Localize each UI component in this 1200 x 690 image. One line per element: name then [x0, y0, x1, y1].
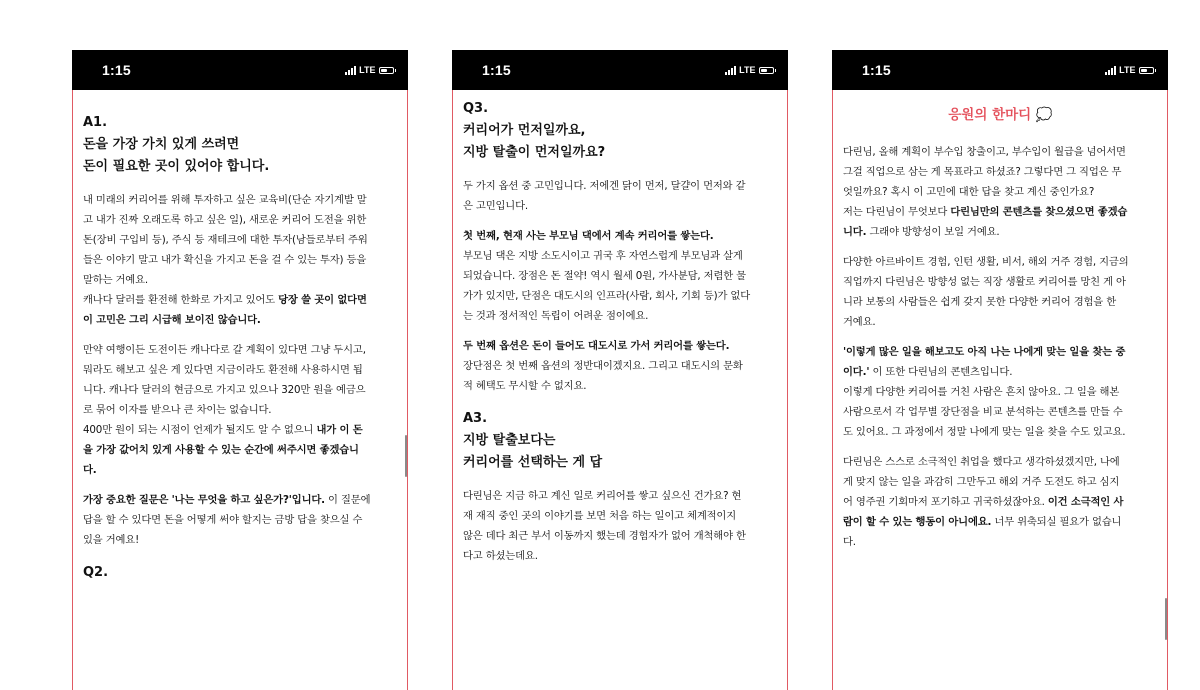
- paragraph-line: 도 있어요. 그 과정에서 정말 나에게 맞는 일을 찾을 수도 있고요.: [843, 426, 1126, 438]
- question-label: Q2.: [83, 565, 109, 580]
- battery-icon: [759, 67, 777, 74]
- paragraph-line: 않은 데다 최근 부서 이동까지 했는데 경험자가 없어 개척해야 한: [463, 530, 746, 542]
- paragraph-line: 재 재직 중인 곳의 이야기를 보면 처음 하는 일이고 체계적이지: [463, 510, 737, 522]
- status-bar: [832, 50, 1168, 90]
- paragraph-line: 니다. 그래야 방향성이 보일 거예요.: [843, 226, 1000, 238]
- signal-icon: [345, 66, 356, 75]
- battery-icon: [1139, 67, 1157, 74]
- system-icons: [345, 65, 396, 75]
- paragraph-line: 뭐라도 해보고 싶은 게 있다면 지금이라도 환전해 사용하시면 됩: [83, 364, 363, 376]
- signal-icon: [725, 66, 736, 75]
- battery-icon: [379, 67, 397, 74]
- paragraph-line: 가가 있지만, 단점은 대도시의 인프라(사람, 회사, 기회 등)가 없다: [463, 290, 751, 302]
- paragraph-line: 다양한 아르바이트 경험, 인턴 생활, 비서, 해외 거주 경험, 지금의: [843, 256, 1129, 268]
- paragraph-line: 다.: [843, 536, 856, 548]
- paragraph-line: 는 것과 정서적인 독립이 어려운 점이에요.: [463, 310, 649, 322]
- paragraph-line: 만약 여행이든 도전이든 캐나다로 갈 계획이 있다면 그냥 두시고,: [83, 344, 366, 356]
- paragraph-line: 을 가장 값어치 있게 사용할 수 있는 순간에 써주시면 좋겠습니: [83, 444, 359, 456]
- question-title-line1: 커리어가 먼저일까요,: [463, 123, 586, 138]
- paragraph-line: 다린님은 지금 하고 계신 일로 커리어를 쌓고 싶으신 건가요? 현: [463, 490, 742, 502]
- paragraph-line: 다.: [83, 464, 97, 476]
- answer-title-line1: 돈을 가장 가치 있게 쓰려면: [83, 137, 240, 152]
- paragraph-line: 돈(장비 구입비 등), 주식 등 재테크에 대한 투자(남들로부터 주워: [83, 234, 368, 246]
- system-icons: [725, 65, 776, 75]
- article-content: [832, 90, 1168, 690]
- paragraph-line: 저는 다린님이 무엇보다 다린님만의 콘텐츠를 찾으셨으면 좋겠습: [843, 206, 1128, 218]
- signal-icon: [1105, 66, 1116, 75]
- paragraph-line: 고 내가 진짜 오래도록 하고 싶은 일), 새로운 커리어 도전을 위한: [83, 214, 367, 226]
- paragraph-line: 답을 할 수 있다면 돈을 어떻게 써야 할지는 금방 답을 찾으실 수: [83, 514, 363, 526]
- scrollbar[interactable]: [405, 435, 407, 477]
- article-content: [452, 90, 788, 690]
- paragraph-line: 되었습니다. 장점은 돈 절약! 역시 월세 0원, 가사분담, 저렴한 물: [463, 270, 746, 282]
- paragraph-line: 적 혜택도 무시할 수 없지요.: [463, 380, 587, 392]
- paragraph-line: 캐나다 달러를 환전해 한화로 가지고 있어도 당장 쓸 곳이 없다면: [83, 294, 367, 306]
- status-time: 1:15: [102, 62, 131, 78]
- paragraph-line: 은 고민입니다.: [463, 200, 529, 212]
- question-label: Q3.: [463, 101, 489, 116]
- status-time: 1:15: [482, 62, 511, 78]
- paragraph-line: 장단점은 첫 번째 옵션의 정반대이겠지요. 그리고 대도시의 문화: [463, 360, 743, 372]
- paragraph-line: 가장 중요한 질문은 '나는 무엇을 하고 싶은가?'입니다. 이 질문에: [83, 494, 371, 506]
- paragraph-line: 내 미래의 커리어를 위해 투자하고 싶은 교육비(단순 자기계발 말: [83, 194, 367, 206]
- paragraph-line: 첫 번째, 현재 사는 부모님 댁에서 계속 커리어를 쌓는다.: [463, 230, 714, 242]
- paragraph-line: 다린님은 스스로 소극적인 취업을 했다고 생각하셨겠지만, 나에: [843, 456, 1120, 468]
- phone-screen-1: [72, 50, 408, 690]
- paragraph-line: 그걸 직업으로 삼는 게 목표라고 하셨죠? 그렇다면 그 직업은 무: [843, 166, 1122, 178]
- question-title-line2: 지방 탈출이 먼저일까요?: [463, 145, 606, 160]
- paragraph-line: '이렇게 많은 일을 해보고도 아직 나는 나에게 맞는 일을 찾는 중: [843, 346, 1126, 358]
- paragraph-line: 어 영주권 기회마저 포기하고 귀국하셨잖아요. 이건 소극적인 사: [843, 496, 1124, 508]
- paragraph-line: 있을 거예요!: [83, 534, 140, 546]
- status-bar: [452, 50, 788, 90]
- phone-screen-2: [452, 50, 788, 690]
- status-bar: [72, 50, 408, 90]
- scrollbar[interactable]: [1165, 598, 1167, 640]
- paragraph-line: 두 번째 옵션은 돈이 들어도 대도시로 가서 커리어를 쌓는다.: [463, 340, 730, 352]
- answer-title-line2: 돈이 필요한 곳이 있어야 합니다.: [83, 159, 270, 174]
- paragraph-line: 이 고민은 그리 시급해 보이진 않습니다.: [83, 314, 261, 326]
- paragraph-line: 400만 원이 되는 시점이 언제가 될지도 알 수 없으니 내가 이 돈: [83, 424, 363, 436]
- answer-label: A3.: [463, 411, 488, 426]
- article-content: [72, 90, 408, 690]
- paragraph-line: 람이 할 수 있는 행동이 아니에요. 너무 위축되실 필요가 없습니: [843, 516, 1122, 528]
- paragraph-line: 거예요.: [843, 316, 876, 328]
- paragraph-line: 직업까지 다린님은 방향성 없는 직장 생활로 커리어를 망친 게 아: [843, 276, 1126, 288]
- paragraph-line: 이렇게 다양한 커리어를 거친 사람은 흔치 않아요. 그 일을 해본: [843, 386, 1120, 398]
- paragraph-line: 게 맞지 않는 일을 과감히 그만두고 해외 거주 도전도 하고 심지: [843, 476, 1120, 488]
- status-time: 1:15: [862, 62, 891, 78]
- network-label: LTE: [1119, 65, 1136, 75]
- paragraph-line: 엇일까요? 혹시 이 고민에 대한 답을 찾고 계신 중인가요?: [843, 186, 1095, 198]
- answer-title-line2: 커리어를 선택하는 게 답: [463, 455, 603, 470]
- network-label: LTE: [739, 65, 756, 75]
- section-title: 응원의 한마디 💭: [948, 107, 1053, 123]
- paragraph-line: 로 묶어 이자를 받으나 큰 차이는 없습니다.: [83, 404, 272, 416]
- paragraph-line: 다고 하셨는데요.: [463, 550, 538, 562]
- paragraph-line: 두 가지 옵션 중 고민입니다. 저에겐 닭이 먼저, 달걀이 먼저와 같: [463, 180, 746, 192]
- paragraph-line: 니라 보통의 사람들은 쉽게 갖지 못한 다양한 커리어 경험을 한: [843, 296, 1117, 308]
- paragraph-line: 부모님 댁은 지방 소도시이고 귀국 후 자연스럽게 부모님과 살게: [463, 250, 743, 262]
- paragraph-line: 말하는 거예요.: [83, 274, 149, 286]
- answer-title-line1: 지방 탈출보다는: [463, 433, 556, 448]
- paragraph-line: 들은 이야기 말고 내가 확신을 가지고 돈을 걸 수 있는 투자) 등을: [83, 254, 367, 266]
- paragraph-line: 이다.' 이 또한 다린님의 콘텐츠입니다.: [843, 366, 1013, 378]
- paragraph-line: 사람으로서 각 업무별 장단점을 비교 분석하는 콘텐츠를 만들 수: [843, 406, 1123, 418]
- paragraph-line: 다린님, 올해 계획이 부수입 창출이고, 부수입이 월급을 넘어서면: [843, 146, 1126, 158]
- paragraph-line: 니다. 캐나다 달러의 현금으로 가지고 있으나 320만 원을 예금으: [83, 384, 366, 396]
- phone-screen-3: [832, 50, 1168, 690]
- answer-label: A1.: [83, 115, 108, 130]
- system-icons: [1105, 65, 1156, 75]
- network-label: LTE: [359, 65, 376, 75]
